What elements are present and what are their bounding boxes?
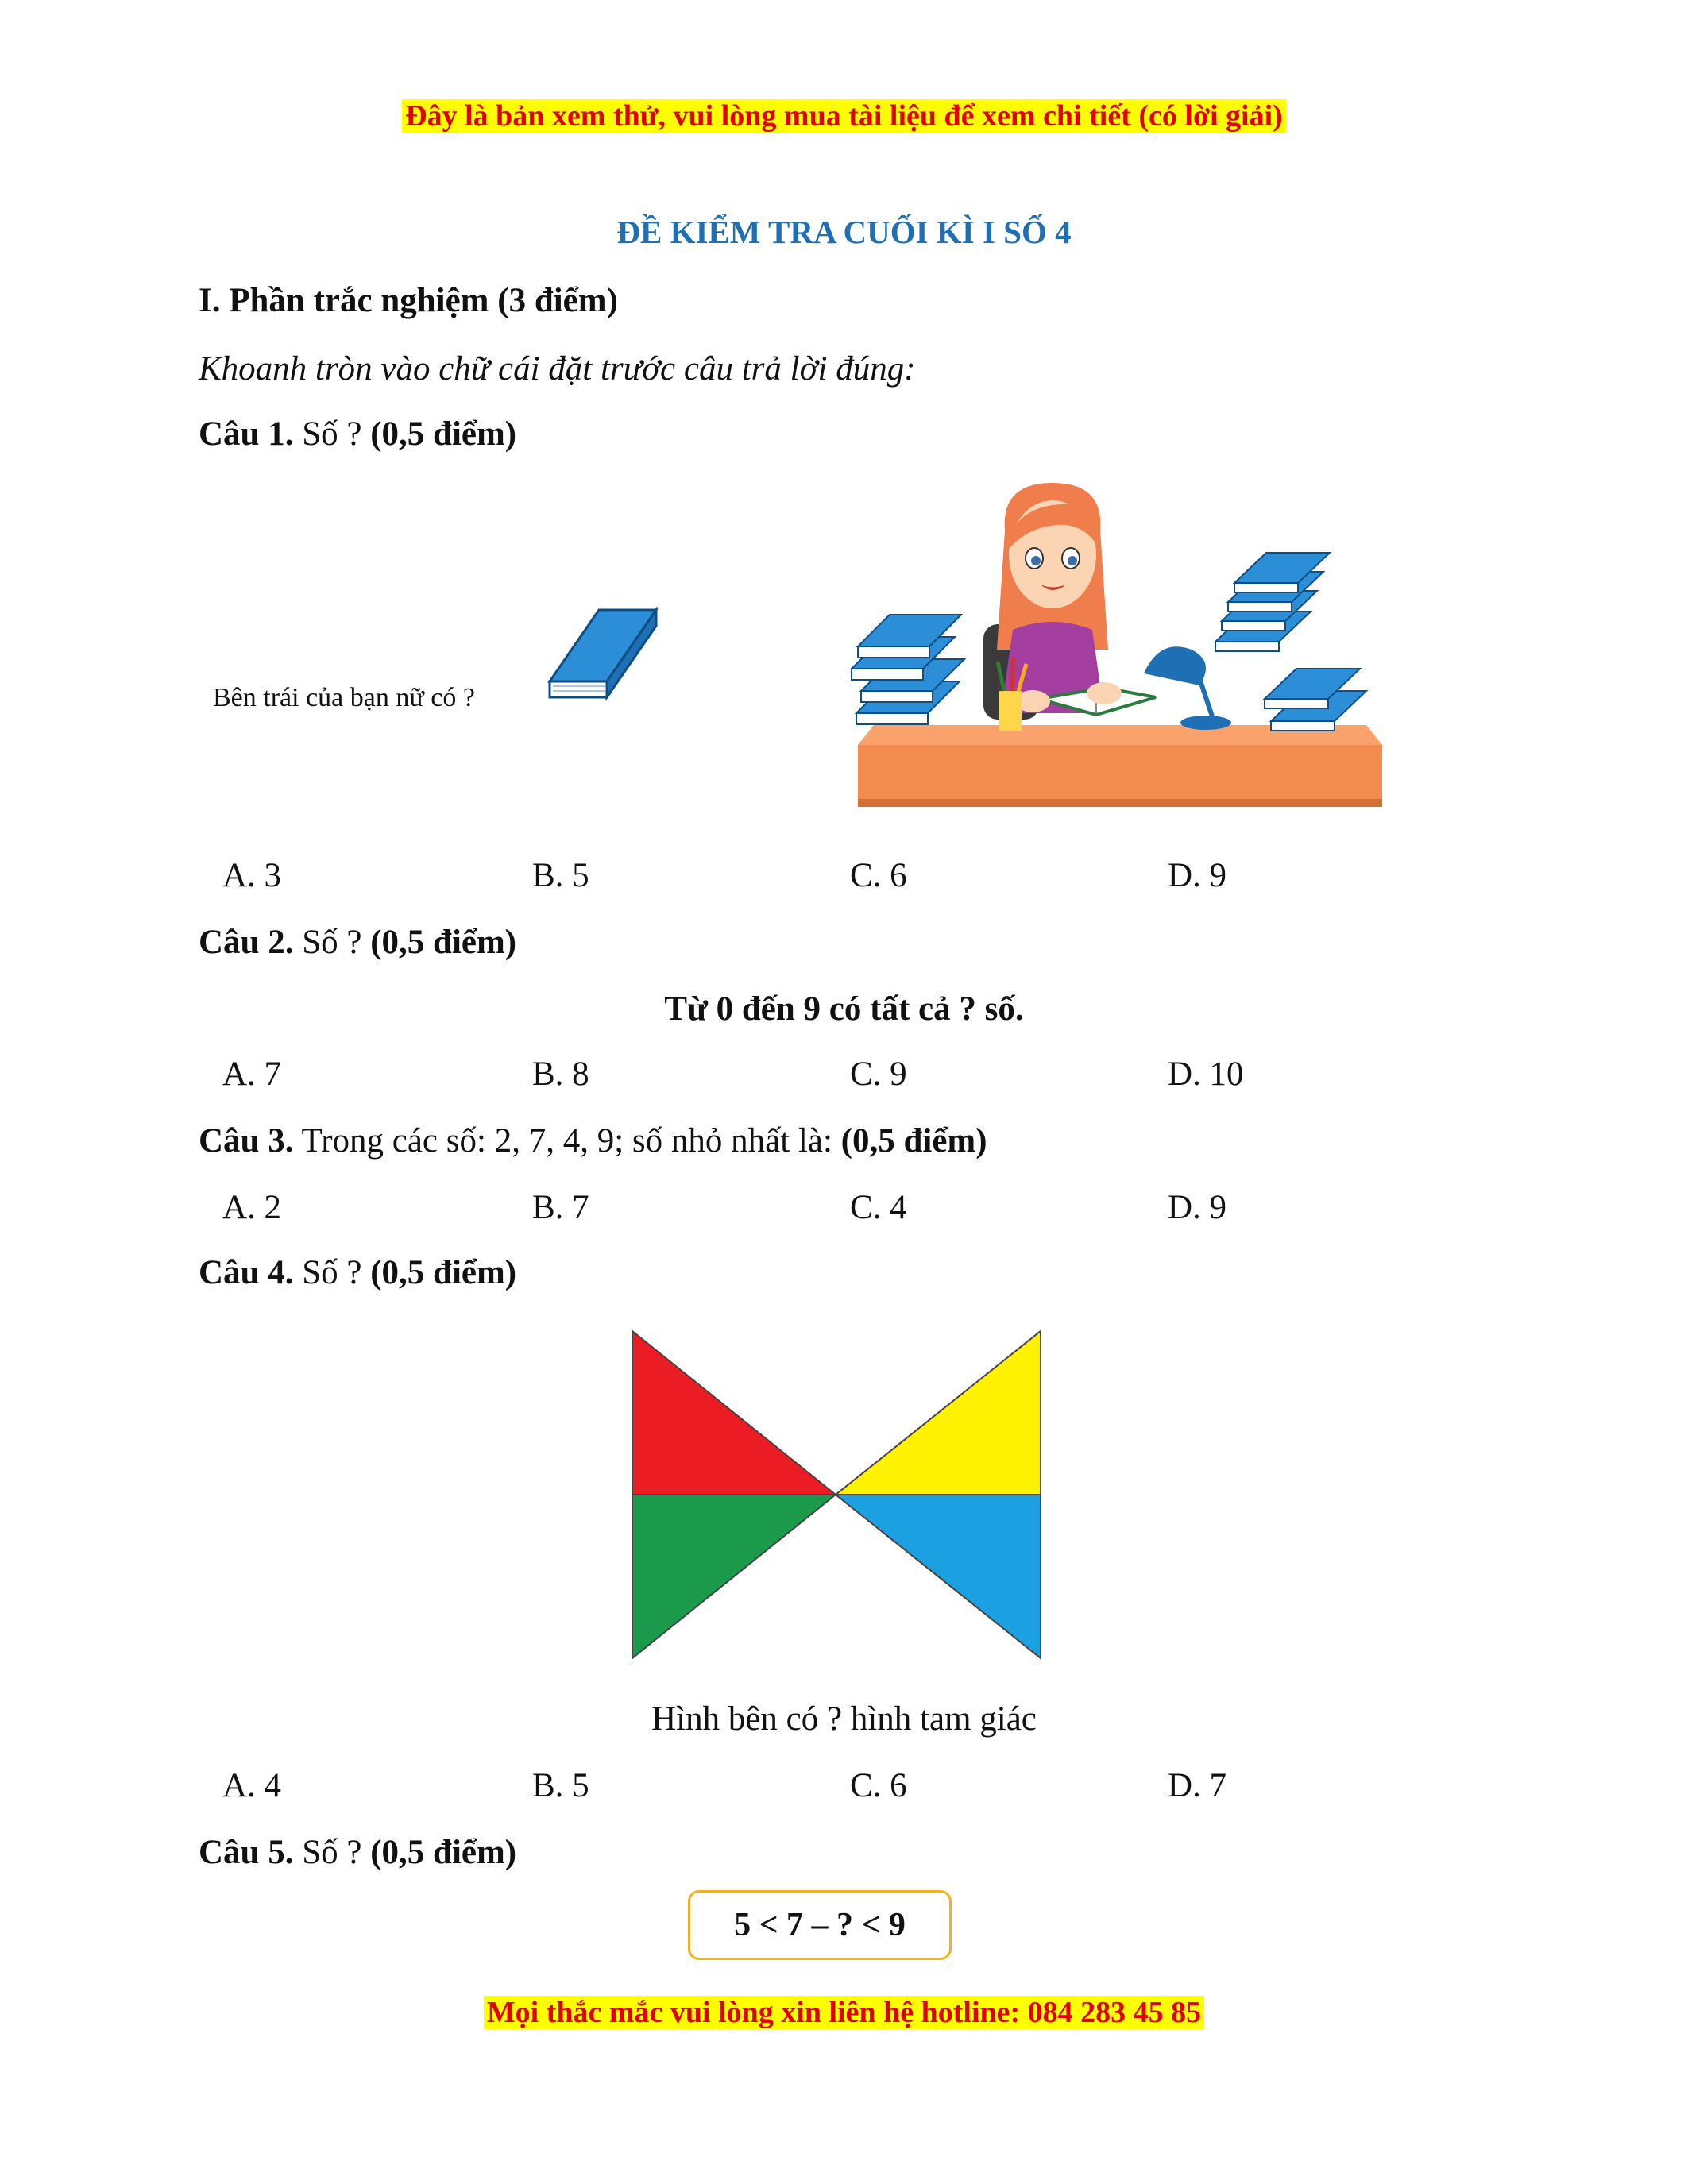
question-1-points: (0,5 điểm) — [370, 415, 517, 453]
triangle-red — [632, 1331, 836, 1495]
triangle-yellow — [836, 1331, 1041, 1495]
question-4-label: Câu 4. — [199, 1254, 294, 1291]
book-icon — [543, 604, 662, 705]
question-1 — [199, 415, 516, 453]
hotline-banner — [0, 1995, 1688, 2030]
instruction-text: Khoanh tròn vào chữ cái đặt trước câu trả lời đúng: — [199, 350, 916, 388]
hotline-banner-text: Mọi thắc mắc vui lòng xin liên hệ hotline: 084 283 45 85 — [484, 1996, 1204, 2029]
question-2-text: Số ? — [293, 924, 371, 961]
q4-option-d[interactable]: D. 7 — [1168, 1767, 1227, 1804]
question-4-points: (0,5 điểm) — [370, 1254, 517, 1291]
q1-option-b[interactable]: B. 5 — [532, 857, 589, 894]
question-2-points: (0,5 điểm) — [370, 924, 517, 961]
girl-at-desk-illustration — [842, 483, 1390, 832]
question-3-text: Trong các số: 2, 7, 4, 9; số nhỏ nhất là: — [293, 1122, 841, 1160]
triangle-green — [632, 1495, 836, 1658]
q3-option-c[interactable]: C. 4 — [850, 1189, 907, 1226]
question-4-prompt: Hình bên có ? hình tam giác — [651, 1700, 1037, 1738]
question-4 — [199, 1253, 516, 1292]
question-2-label: Câu 2. — [199, 924, 294, 961]
question-5-text: Số ? — [293, 1834, 371, 1871]
q1-option-d[interactable]: D. 9 — [1168, 857, 1227, 894]
question-5-formula-box — [688, 1890, 952, 1960]
triangle-blue — [836, 1495, 1041, 1658]
section-heading: I. Phần trắc nghiệm (3 điểm) — [199, 282, 618, 319]
question-3-points: (0,5 điểm) — [840, 1122, 987, 1160]
question-1-note: Bên trái của bạn nữ có ? — [213, 683, 475, 712]
question-5 — [199, 1833, 516, 1872]
q3-option-a[interactable]: A. 2 — [222, 1189, 282, 1226]
question-5-label: Câu 5. — [199, 1834, 294, 1871]
question-2-prompt: Từ 0 đến 9 có tất cả ? số. — [664, 990, 1024, 1028]
q4-option-c[interactable]: C. 6 — [850, 1767, 907, 1804]
q1-option-c[interactable]: C. 6 — [850, 857, 907, 894]
question-1-label: Câu 1. — [199, 415, 294, 453]
q4-option-a[interactable]: A. 4 — [222, 1767, 282, 1804]
q3-option-d[interactable]: D. 9 — [1168, 1189, 1227, 1226]
q4-option-b[interactable]: B. 5 — [532, 1767, 589, 1804]
question-3 — [199, 1121, 987, 1160]
question-5-points: (0,5 điểm) — [370, 1834, 517, 1871]
question-2 — [199, 923, 516, 962]
question-1-text: Số ? — [293, 415, 371, 453]
question-4-text: Số ? — [293, 1254, 371, 1291]
q2-option-d[interactable]: D. 10 — [1168, 1055, 1244, 1093]
triangles-figure — [628, 1326, 1049, 1668]
q2-option-b[interactable]: B. 8 — [532, 1055, 589, 1093]
q2-option-a[interactable]: A. 7 — [222, 1055, 282, 1093]
question-5-formula: 5 < 7 – ? < 9 — [734, 1907, 906, 1943]
preview-banner — [0, 98, 1688, 133]
page-title: ĐỀ KIỂM TRA CUỐI KÌ I SỐ 4 — [616, 214, 1072, 250]
q3-option-b[interactable]: B. 7 — [532, 1189, 589, 1226]
preview-banner-text: Đây là bản xem thử, vui lòng mua tài liệu để xem chi tiết (có lời giải) — [402, 99, 1286, 133]
q1-option-a[interactable]: A. 3 — [222, 857, 282, 894]
q2-option-c[interactable]: C. 9 — [850, 1055, 907, 1093]
question-3-label: Câu 3. — [199, 1122, 294, 1160]
